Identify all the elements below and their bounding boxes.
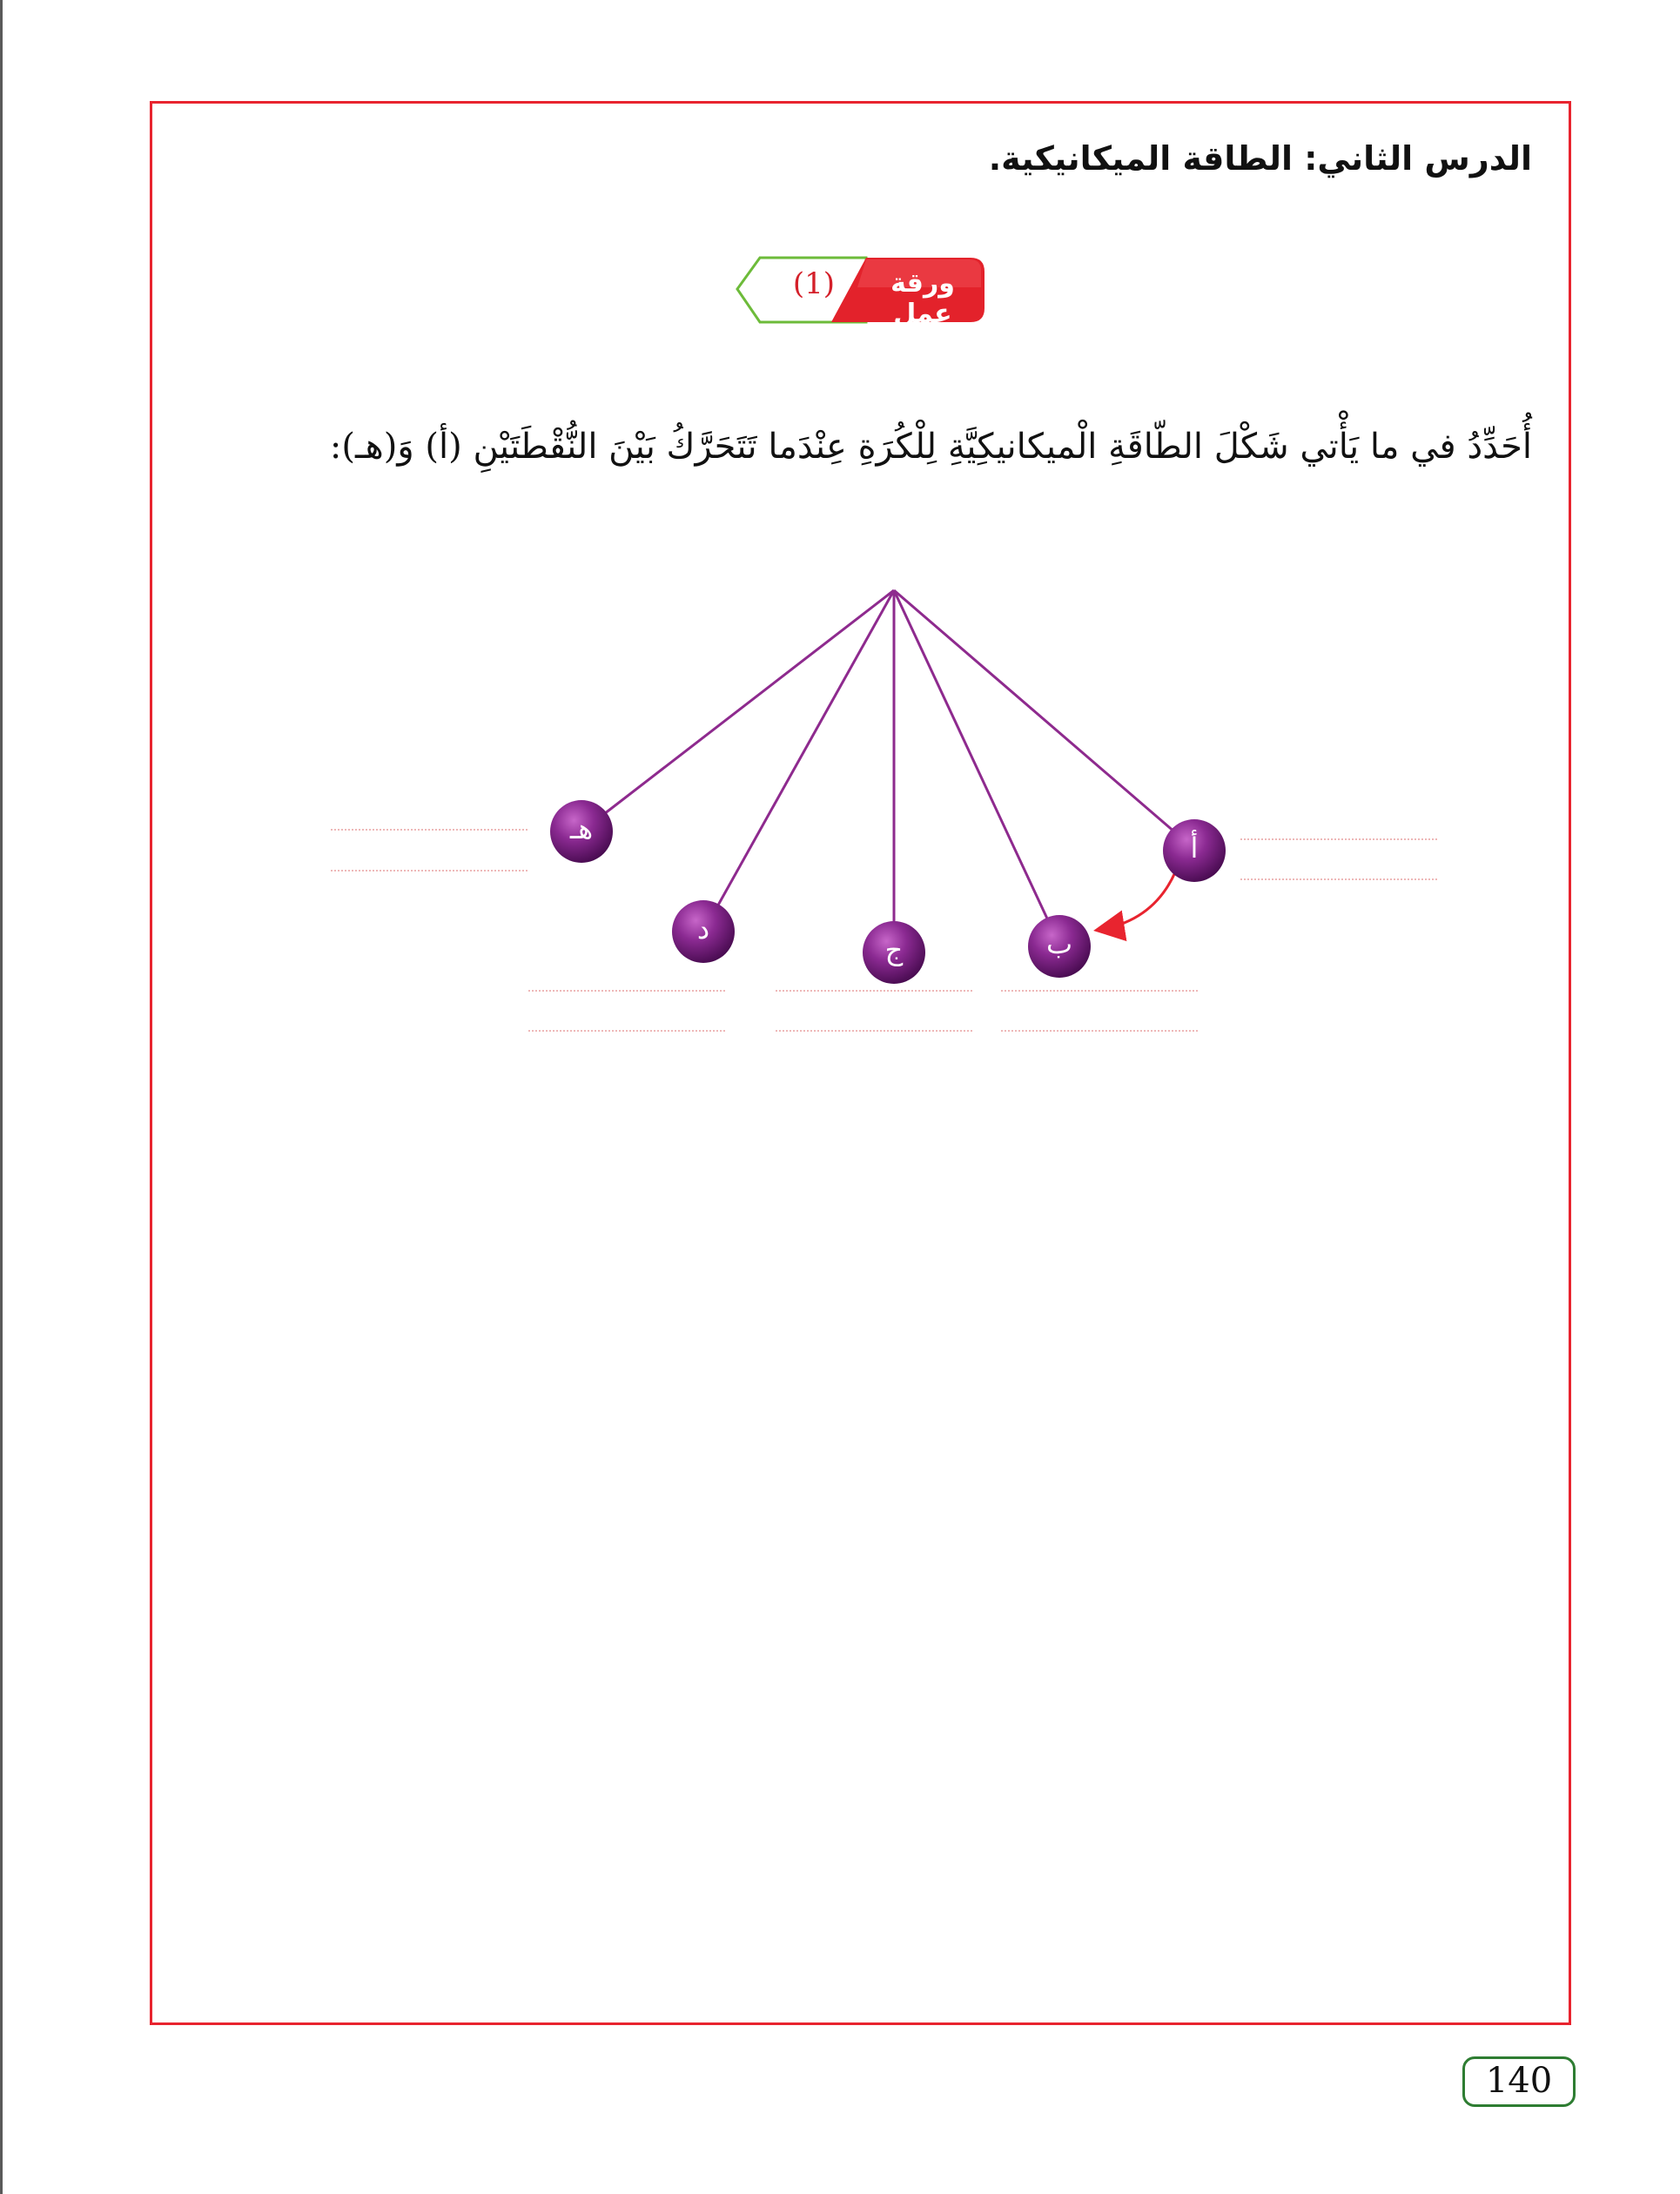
ball-label-b: ب [1045,927,1073,960]
string-d [703,590,894,932]
page-number: 140 [1462,2056,1576,2107]
pendulum-strings [581,590,1194,949]
lesson-title: الدرس الثاني: الطاقة الميكانيكية. [988,139,1532,178]
string-a [894,590,1194,849]
ball-label-c: ج [884,933,904,966]
ball-label-e: هـ [569,812,594,845]
ball-label-d: د [696,912,710,946]
worksheet-label: ورقة عمل [890,268,955,329]
instruction-text: أُحَدِّدُ في ما يَأْتي شَكْلَ الطّاقَةِ الْميكانيكِيَّةِ لِلْكُرَةِ عِنْدَما تَتَحَرَّكُ بَيْنَ النُّقْطَتَيْنِ (أ) وَ(هـ): [329,427,1532,467]
ball-label-a: أ [1190,831,1199,865]
string-b [894,590,1059,945]
string-e [581,590,894,831]
worksheet-number: (1) [792,266,836,301]
